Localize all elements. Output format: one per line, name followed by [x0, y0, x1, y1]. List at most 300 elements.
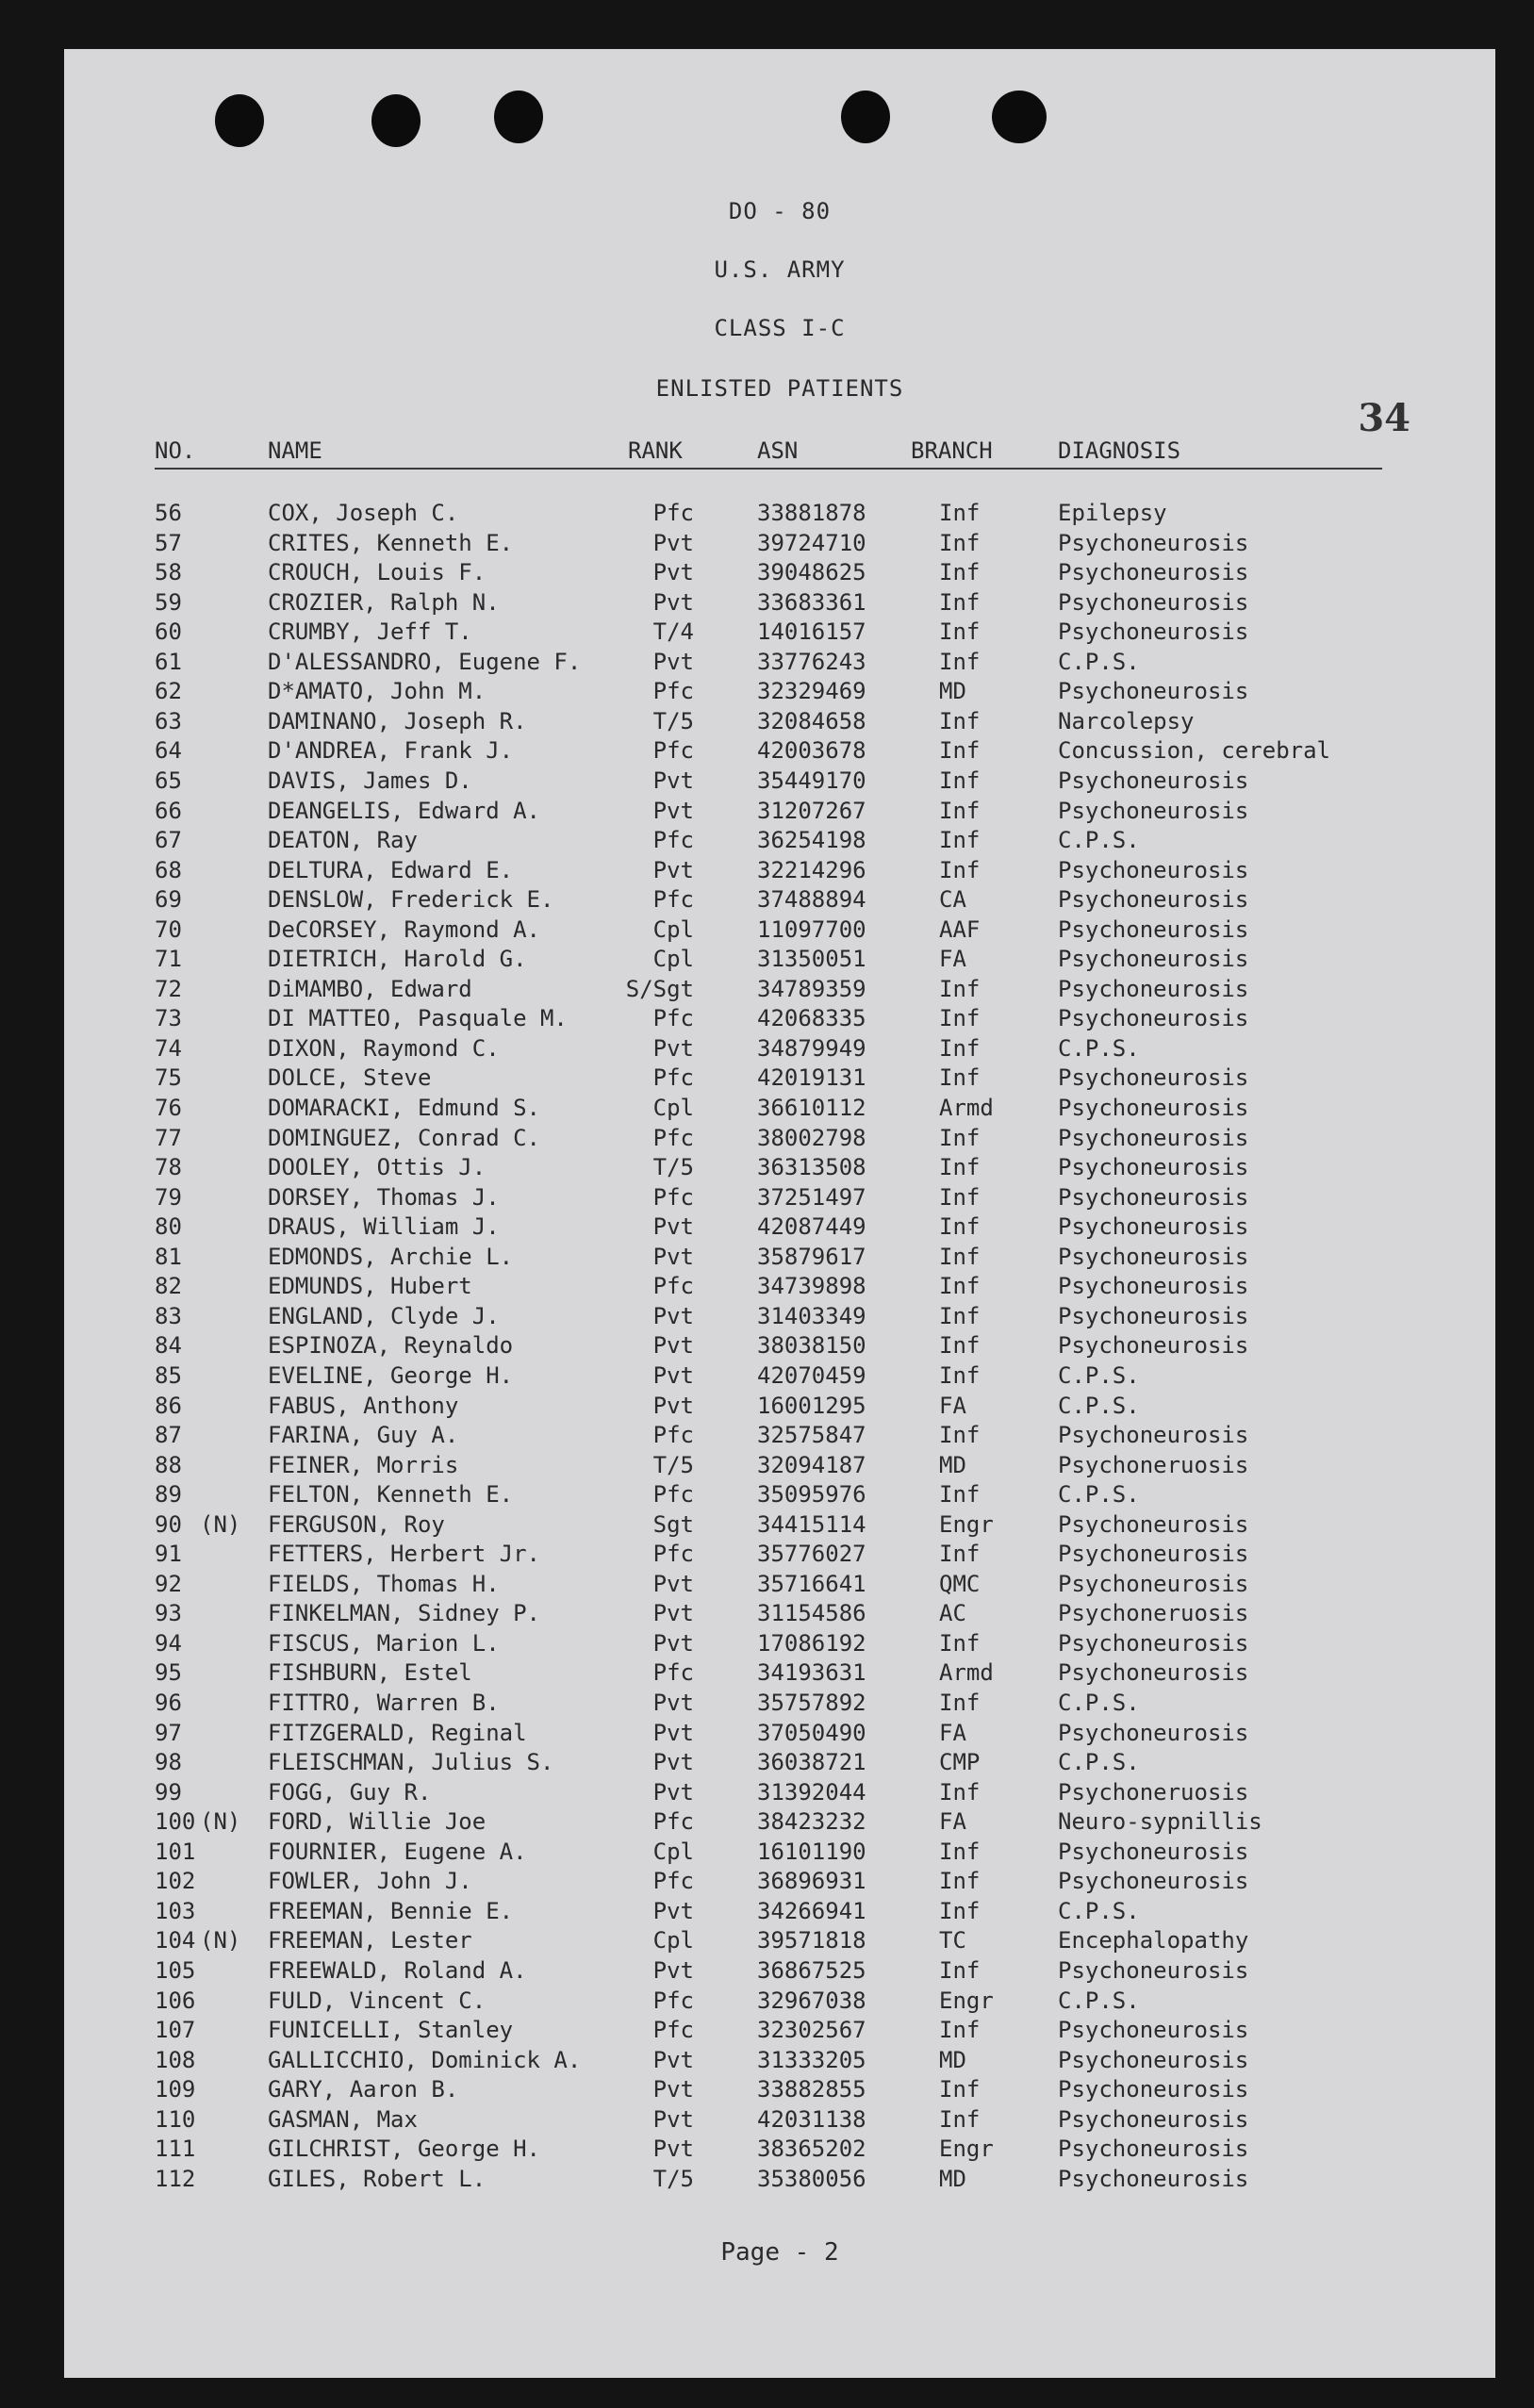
- cell-name: CRITES, Kenneth E.: [268, 529, 514, 556]
- cell-name: DORSEY, Thomas J.: [268, 1183, 500, 1211]
- cell-asn: 35380056: [757, 2165, 866, 2192]
- table-row: [64, 1005, 1495, 1034]
- cell-name: DOMARACKI, Edmund S.: [268, 1095, 540, 1121]
- cell-name: DOMINGUEZ, Conrad C.: [268, 1124, 540, 1151]
- cell-diagnosis: Psychoneurosis: [1058, 1124, 1249, 1151]
- cell-asn: 31392044: [757, 1778, 866, 1806]
- cell-rank: Pfc: [652, 1064, 694, 1092]
- table-row: [64, 2047, 1495, 2076]
- cell-rank: Sgt: [652, 1510, 694, 1538]
- cell-branch: Inf: [939, 1124, 981, 1151]
- punch-hole: [215, 94, 264, 147]
- cell-asn: 34879949: [757, 1034, 866, 1062]
- cell-no: 97: [155, 1719, 182, 1746]
- cell-rank: Pvt: [652, 588, 694, 616]
- cell-asn: 32967038: [757, 1987, 866, 2014]
- cell-name: DENSLOW, Frederick E.: [268, 886, 554, 914]
- cell-asn: 32302567: [757, 2017, 866, 2044]
- cell-no: 57: [155, 529, 182, 556]
- cell-no: 85: [155, 1361, 182, 1389]
- cell-name: EDMUNDS, Hubert: [268, 1273, 472, 1300]
- cell-asn: 31350051: [757, 946, 866, 973]
- table-row: [64, 530, 1495, 559]
- cell-branch: FA: [939, 1719, 966, 1746]
- cell-diagnosis: Psychoneurosis: [1058, 2076, 1249, 2103]
- cell-asn: 36610112: [757, 1095, 866, 1121]
- cell-branch: Inf: [939, 975, 981, 1002]
- cell-diagnosis: Psychoneurosis: [1058, 1183, 1249, 1211]
- cell-name: FITTRO, Warren B.: [268, 1690, 500, 1716]
- table-row: [64, 1659, 1495, 1689]
- cell-branch: Inf: [939, 1302, 981, 1329]
- cell-branch: Inf: [939, 529, 981, 556]
- cell-branch: Inf: [939, 1778, 981, 1806]
- cell-rank: Pvt: [652, 529, 694, 556]
- column-header-no: NO.: [155, 437, 196, 464]
- table-row: [64, 500, 1495, 529]
- cell-asn: 36254198: [757, 827, 866, 854]
- cell-name: DRAUS, William J.: [268, 1213, 500, 1241]
- table-row: [64, 798, 1495, 827]
- cell-no: 67: [155, 827, 182, 854]
- cell-no: 84: [155, 1332, 182, 1360]
- cell-no: 64: [155, 737, 182, 765]
- cell-rank: Pfc: [652, 886, 694, 914]
- cell-branch: Inf: [939, 1005, 981, 1032]
- cell-diagnosis: C.P.S.: [1058, 1392, 1140, 1419]
- cell-no: 96: [155, 1690, 182, 1716]
- table-row: [64, 1393, 1495, 1422]
- cell-asn: 35716641: [757, 1570, 866, 1597]
- cell-asn: 31207267: [757, 797, 866, 824]
- cell-diagnosis: Psychoneurosis: [1058, 1541, 1249, 1568]
- cell-name: DI MATTEO, Pasquale M.: [268, 1005, 568, 1032]
- cell-rank: Pfc: [652, 1273, 694, 1300]
- cell-diagnosis: C.P.S.: [1058, 1690, 1140, 1716]
- table-row: [64, 1868, 1495, 1897]
- cell-rank: Pvt: [652, 1956, 694, 1984]
- cell-diagnosis: Concussion, cerebral: [1058, 737, 1330, 765]
- cell-name: FARINA, Guy A.: [268, 1422, 459, 1449]
- cell-name: DeCORSEY, Raymond A.: [268, 915, 540, 943]
- table-row: [64, 1362, 1495, 1392]
- punch-hole: [371, 94, 421, 147]
- cell-rank: Pfc: [652, 827, 694, 854]
- cell-rank: Pfc: [652, 1808, 694, 1836]
- cell-no: 106: [155, 1987, 196, 2014]
- cell-branch: Inf: [939, 1838, 981, 1865]
- cell-name: ESPINOZA, Reynaldo: [268, 1332, 514, 1360]
- cell-no: 93: [155, 1600, 182, 1627]
- cell-rank: Pfc: [652, 1183, 694, 1211]
- cell-diagnosis: Epilepsy: [1058, 500, 1167, 526]
- cell-no: 66: [155, 797, 182, 824]
- cell-no: 75: [155, 1064, 182, 1092]
- column-header-rank: RANK: [628, 437, 683, 464]
- cell-branch: Inf: [939, 1064, 981, 1092]
- cell-branch: Inf: [939, 827, 981, 854]
- cell-rank: Pvt: [652, 1302, 694, 1329]
- cell-diagnosis: Neuro-sypnillis: [1058, 1808, 1262, 1836]
- cell-no: 76: [155, 1095, 182, 1121]
- cell-no: 91: [155, 1541, 182, 1568]
- list-title: ENLISTED PATIENTS: [655, 375, 904, 402]
- cell-name: D*AMATO, John M.: [268, 678, 487, 705]
- cell-name: FOWLER, John J.: [268, 1868, 472, 1895]
- table-row: [64, 1600, 1495, 1629]
- cell-rank: Pvt: [652, 2046, 694, 2073]
- cell-no: 77: [155, 1124, 182, 1151]
- cell-rank: Cpl: [652, 1927, 694, 1954]
- cell-branch: Inf: [939, 588, 981, 616]
- cell-no: 82: [155, 1273, 182, 1300]
- cell-asn: 42070459: [757, 1361, 866, 1389]
- cell-no: 98: [155, 1749, 182, 1776]
- cell-branch: Inf: [939, 1183, 981, 1211]
- cell-branch: Inf: [939, 1868, 981, 1895]
- cell-diagnosis: Psychoneurosis: [1058, 1273, 1249, 1300]
- table-row: [64, 1184, 1495, 1213]
- table-row: [64, 976, 1495, 1005]
- cell-rank: Pvt: [652, 1213, 694, 1241]
- cell-mark: (N): [200, 1510, 241, 1538]
- cell-name: FEINER, Morris: [268, 1451, 459, 1478]
- cell-no: 110: [155, 2105, 196, 2133]
- cell-asn: 42068335: [757, 1005, 866, 1032]
- organization-title: U.S. ARMY: [714, 256, 846, 283]
- cell-rank: Pvt: [652, 1392, 694, 1419]
- table-row: [64, 1927, 1495, 1956]
- cell-branch: Inf: [939, 1690, 981, 1716]
- cell-mark: (N): [200, 1808, 241, 1836]
- cell-no: 78: [155, 1154, 182, 1181]
- cell-diagnosis: Psychoneurosis: [1058, 2046, 1249, 2073]
- cell-asn: 42087449: [757, 1213, 866, 1241]
- cell-asn: 33683361: [757, 588, 866, 616]
- cell-name: FINKELMAN, Sidney P.: [268, 1600, 540, 1627]
- cell-branch: Engr: [939, 2136, 994, 2163]
- cell-diagnosis: Psychoneurosis: [1058, 529, 1249, 556]
- cell-name: DEANGELIS, Edward A.: [268, 797, 540, 824]
- cell-name: CROZIER, Ralph N.: [268, 588, 500, 616]
- cell-name: FOURNIER, Eugene A.: [268, 1838, 527, 1865]
- cell-rank: Pvt: [652, 2076, 694, 2103]
- table-row: [64, 1273, 1495, 1302]
- cell-branch: FA: [939, 946, 966, 973]
- cell-name: DIETRICH, Harold G.: [268, 946, 527, 973]
- table-row: [64, 1957, 1495, 1987]
- header-rule: [155, 468, 1382, 470]
- cell-no: 60: [155, 618, 182, 646]
- table-row: [64, 2106, 1495, 2136]
- cell-diagnosis: Psychoneurosis: [1058, 1659, 1249, 1687]
- cell-asn: 11097700: [757, 915, 866, 943]
- cell-diagnosis: Psychoneurosis: [1058, 559, 1249, 586]
- cell-diagnosis: Encephalopathy: [1058, 1927, 1249, 1954]
- cell-diagnosis: Psychoneurosis: [1058, 678, 1249, 705]
- cell-name: D'ALESSANDRO, Eugene F.: [268, 648, 582, 675]
- table-row: [64, 827, 1495, 856]
- cell-branch: Inf: [939, 1481, 981, 1509]
- cell-rank: Cpl: [652, 1095, 694, 1121]
- cell-rank: S/Sgt: [625, 975, 694, 1002]
- cell-no: 59: [155, 588, 182, 616]
- cell-rank: Pfc: [652, 500, 694, 526]
- cell-asn: 34789359: [757, 975, 866, 1002]
- cell-rank: Pfc: [652, 1005, 694, 1032]
- cell-diagnosis: Psychoneurosis: [1058, 1243, 1249, 1270]
- table-row: [64, 649, 1495, 678]
- cell-branch: Inf: [939, 2017, 981, 2044]
- cell-branch: MD: [939, 2165, 966, 2192]
- cell-no: 63: [155, 707, 182, 734]
- table-row: [64, 1125, 1495, 1154]
- cell-asn: 37050490: [757, 1719, 866, 1746]
- cell-diagnosis: Psychoneurosis: [1058, 1956, 1249, 1984]
- cell-asn: 32575847: [757, 1422, 866, 1449]
- punch-hole: [841, 91, 890, 143]
- cell-no: 79: [155, 1183, 182, 1211]
- table-row: [64, 1839, 1495, 1868]
- table-row: [64, 916, 1495, 946]
- class-title: CLASS I-C: [714, 315, 846, 341]
- cell-diagnosis: C.P.S.: [1058, 1749, 1140, 1776]
- table-row: [64, 1987, 1495, 2017]
- cell-no: 107: [155, 2017, 196, 2044]
- cell-name: DIXON, Raymond C.: [268, 1034, 500, 1062]
- cell-branch: Engr: [939, 1987, 994, 2014]
- cell-no: 102: [155, 1868, 196, 1895]
- table-row: [64, 1154, 1495, 1183]
- table-row: [64, 1095, 1495, 1124]
- cell-asn: 35879617: [757, 1243, 866, 1270]
- column-header-diagnosis: DIAGNOSIS: [1058, 437, 1181, 464]
- cell-no: 105: [155, 1956, 196, 1984]
- cell-diagnosis: Psychoneurosis: [1058, 1095, 1249, 1121]
- cell-branch: MD: [939, 678, 966, 705]
- cell-diagnosis: Psychoneurosis: [1058, 1838, 1249, 1865]
- cell-name: DEATON, Ray: [268, 827, 418, 854]
- cell-no: 95: [155, 1659, 182, 1687]
- cell-name: FITZGERALD, Reginal: [268, 1719, 527, 1746]
- table-row: [64, 2166, 1495, 2195]
- cell-branch: Inf: [939, 1243, 981, 1270]
- cell-diagnosis: Psychoneurosis: [1058, 1868, 1249, 1895]
- cell-no: 83: [155, 1302, 182, 1329]
- cell-asn: 34266941: [757, 1897, 866, 1924]
- cell-diagnosis: Psychoneurosis: [1058, 797, 1249, 824]
- cell-name: FULD, Vincent C.: [268, 1987, 487, 2014]
- cell-branch: Inf: [939, 1154, 981, 1181]
- cell-no: 62: [155, 678, 182, 705]
- cell-name: ENGLAND, Clyde J.: [268, 1302, 500, 1329]
- cell-asn: 31154586: [757, 1600, 866, 1627]
- cell-asn: 38038150: [757, 1332, 866, 1360]
- table-row: [64, 1213, 1495, 1243]
- cell-diagnosis: Psychoneurosis: [1058, 1719, 1249, 1746]
- table-row: [64, 589, 1495, 618]
- cell-rank: T/5: [652, 2165, 694, 2192]
- cell-rank: Pvt: [652, 1034, 694, 1062]
- cell-rank: Pvt: [652, 1332, 694, 1360]
- cell-branch: Armd: [939, 1659, 994, 1687]
- cell-asn: 36867525: [757, 1956, 866, 1984]
- cell-name: FUNICELLI, Stanley: [268, 2017, 514, 2044]
- cell-diagnosis: Psychoneurosis: [1058, 1302, 1249, 1329]
- cell-name: DELTURA, Edward E.: [268, 856, 514, 883]
- cell-asn: 32094187: [757, 1451, 866, 1478]
- table-row: [64, 1630, 1495, 1659]
- cell-diagnosis: C.P.S.: [1058, 1987, 1140, 2014]
- cell-name: FREEMAN, Bennie E.: [268, 1897, 514, 1924]
- table-row: [64, 559, 1495, 588]
- cell-diagnosis: Psychoneurosis: [1058, 2136, 1249, 2163]
- cell-asn: 35776027: [757, 1541, 866, 1568]
- cell-rank: Pvt: [652, 559, 694, 586]
- cell-rank: Pvt: [652, 2136, 694, 2163]
- table-row: [64, 1808, 1495, 1838]
- cell-name: DAMINANO, Joseph R.: [268, 707, 527, 734]
- cell-branch: Armd: [939, 1095, 994, 1121]
- cell-diagnosis: Psychoneurosis: [1058, 1064, 1249, 1092]
- cell-rank: Pfc: [652, 1868, 694, 1895]
- cell-name: GASMAN, Max: [268, 2105, 418, 2133]
- cell-diagnosis: C.P.S.: [1058, 827, 1140, 854]
- table-row: [64, 2017, 1495, 2046]
- cell-rank: Pfc: [652, 1481, 694, 1509]
- cell-branch: Inf: [939, 618, 981, 646]
- cell-diagnosis: Psychoneruosis: [1058, 1600, 1249, 1627]
- cell-asn: 33881878: [757, 500, 866, 526]
- cell-diagnosis: C.P.S.: [1058, 1481, 1140, 1509]
- punch-hole: [494, 91, 543, 143]
- cell-asn: 34193631: [757, 1659, 866, 1687]
- cell-rank: Pfc: [652, 1124, 694, 1151]
- table-row: [64, 2076, 1495, 2105]
- cell-no: 100: [155, 1808, 196, 1836]
- cell-diagnosis: Psychoneurosis: [1058, 915, 1249, 943]
- cell-diagnosis: C.P.S.: [1058, 1897, 1140, 1924]
- cell-diagnosis: Psychoneurosis: [1058, 767, 1249, 794]
- table-row: [64, 1035, 1495, 1064]
- cell-branch: AC: [939, 1600, 966, 1627]
- punch-hole: [992, 91, 1047, 143]
- cell-no: 80: [155, 1213, 182, 1241]
- table-row: [64, 618, 1495, 648]
- cell-asn: 38002798: [757, 1124, 866, 1151]
- cell-rank: Cpl: [652, 915, 694, 943]
- table-row: [64, 857, 1495, 886]
- table-row: [64, 1749, 1495, 1778]
- cell-rank: T/4: [652, 618, 694, 646]
- cell-no: 89: [155, 1481, 182, 1509]
- cell-name: GARY, Aaron B.: [268, 2076, 459, 2103]
- cell-name: DAVIS, James D.: [268, 767, 472, 794]
- cell-branch: Inf: [939, 1213, 981, 1241]
- cell-branch: Inf: [939, 559, 981, 586]
- table-row: [64, 1481, 1495, 1510]
- table-row: [64, 1422, 1495, 1451]
- cell-rank: Pvt: [652, 1897, 694, 1924]
- cell-mark: (N): [200, 1927, 241, 1954]
- cell-branch: Engr: [939, 1510, 994, 1538]
- cell-branch: Inf: [939, 1541, 981, 1568]
- cell-asn: 42003678: [757, 737, 866, 765]
- column-header-asn: ASN: [757, 437, 799, 464]
- cell-asn: 39724710: [757, 529, 866, 556]
- cell-rank: T/5: [652, 1154, 694, 1181]
- cell-no: 88: [155, 1451, 182, 1478]
- cell-name: DiMAMBO, Edward: [268, 975, 472, 1002]
- cell-no: 72: [155, 975, 182, 1002]
- cell-no: 109: [155, 2076, 196, 2103]
- cell-diagnosis: Psychoneurosis: [1058, 2017, 1249, 2044]
- cell-branch: QMC: [939, 1570, 981, 1597]
- cell-asn: 32084658: [757, 707, 866, 734]
- cell-branch: FA: [939, 1808, 966, 1836]
- cell-asn: 33776243: [757, 648, 866, 675]
- cell-name: FIELDS, Thomas H.: [268, 1570, 500, 1597]
- cell-name: FABUS, Anthony: [268, 1392, 459, 1419]
- table-row: [64, 886, 1495, 915]
- table-row: [64, 1064, 1495, 1094]
- cell-name: DOLCE, Steve: [268, 1064, 432, 1092]
- cell-rank: Cpl: [652, 1838, 694, 1865]
- cell-rank: Pvt: [652, 1690, 694, 1716]
- cell-diagnosis: C.P.S.: [1058, 1361, 1140, 1389]
- cell-asn: 42019131: [757, 1064, 866, 1092]
- table-row: [64, 1571, 1495, 1600]
- cell-name: EDMONDS, Archie L.: [268, 1243, 514, 1270]
- table-row: [64, 1541, 1495, 1570]
- table-row: [64, 1720, 1495, 1749]
- cell-name: GALLICCHIO, Dominick A.: [268, 2046, 582, 2073]
- table-row: [64, 1244, 1495, 1273]
- cell-asn: 36313508: [757, 1154, 866, 1181]
- cell-rank: Cpl: [652, 946, 694, 973]
- cell-asn: 16001295: [757, 1392, 866, 1419]
- cell-rank: Pvt: [652, 797, 694, 824]
- cell-branch: Inf: [939, 707, 981, 734]
- cell-no: 73: [155, 1005, 182, 1032]
- cell-diagnosis: Psychoneurosis: [1058, 1154, 1249, 1181]
- cell-rank: Pfc: [652, 1422, 694, 1449]
- table-row: [64, 767, 1495, 797]
- cell-diagnosis: Psychoneurosis: [1058, 946, 1249, 973]
- cell-name: FLEISCHMAN, Julius S.: [268, 1749, 554, 1776]
- cell-asn: 35449170: [757, 767, 866, 794]
- cell-rank: Pvt: [652, 2105, 694, 2133]
- cell-branch: Inf: [939, 797, 981, 824]
- cell-diagnosis: Psychoneurosis: [1058, 1422, 1249, 1449]
- cell-branch: Inf: [939, 2076, 981, 2103]
- cell-name: FETTERS, Herbert Jr.: [268, 1541, 540, 1568]
- cell-name: FREEWALD, Roland A.: [268, 1956, 527, 1984]
- cell-branch: Inf: [939, 856, 981, 883]
- cell-name: D'ANDREA, Frank J.: [268, 737, 514, 765]
- cell-diagnosis: Psychoneurosis: [1058, 1510, 1249, 1538]
- cell-rank: Pvt: [652, 1361, 694, 1389]
- cell-rank: Pvt: [652, 1600, 694, 1627]
- cell-no: 112: [155, 2165, 196, 2192]
- cell-branch: Inf: [939, 500, 981, 526]
- cell-diagnosis: Psychoneurosis: [1058, 1005, 1249, 1032]
- cell-asn: 36038721: [757, 1749, 866, 1776]
- cell-branch: Inf: [939, 1361, 981, 1389]
- cell-branch: Inf: [939, 1332, 981, 1360]
- cell-asn: 35095976: [757, 1481, 866, 1509]
- cell-branch: Inf: [939, 737, 981, 765]
